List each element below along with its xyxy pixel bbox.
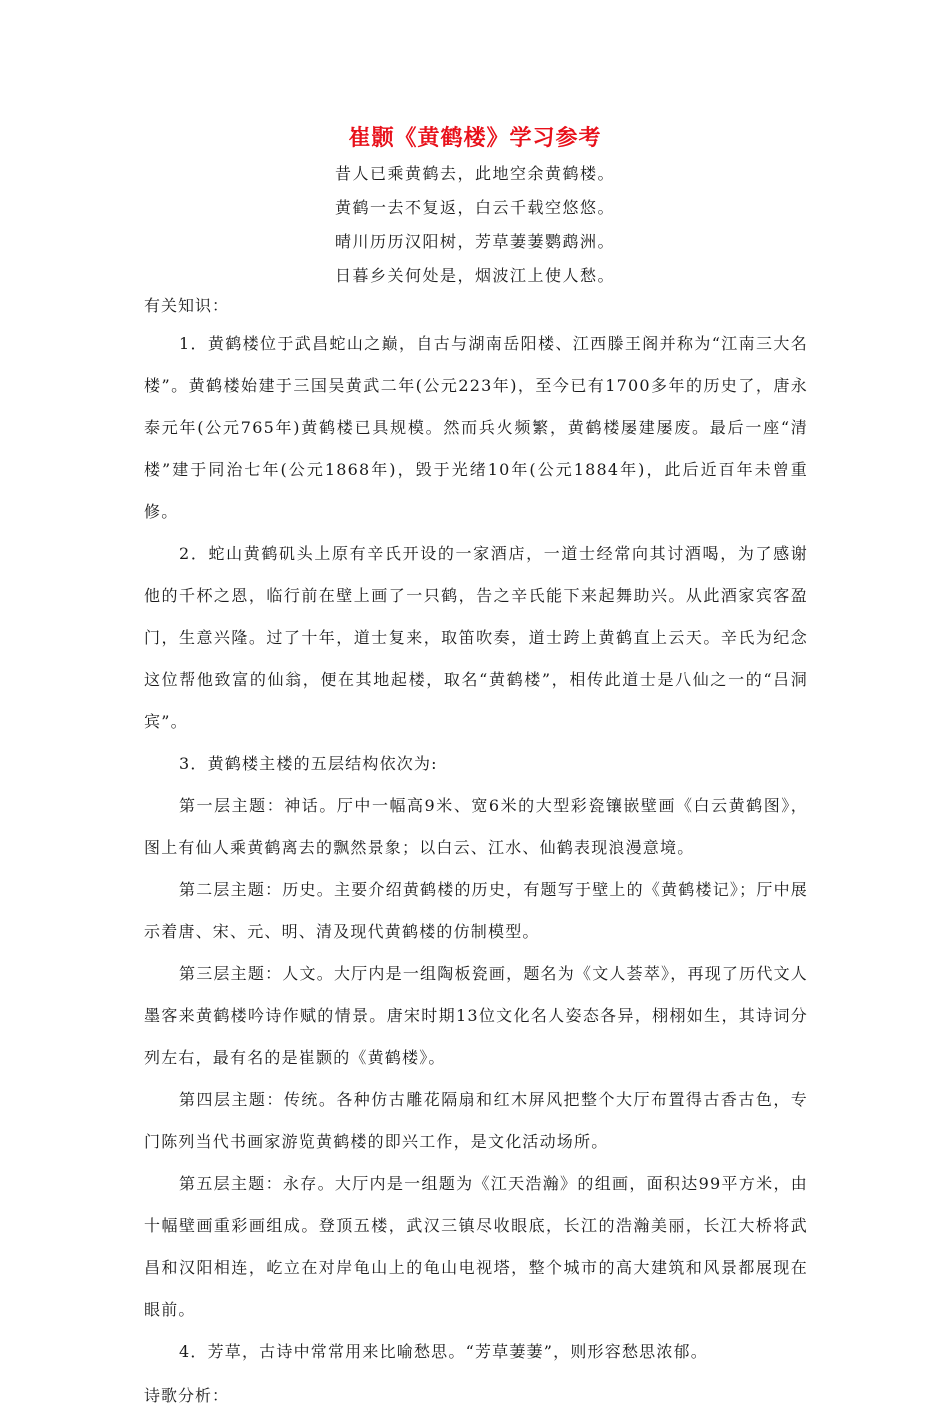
- knowledge-heading: 有关知识：: [144, 296, 230, 315]
- analysis-heading: 诗歌分析：: [144, 1386, 230, 1405]
- poem-line: 昔人已乘黄鹤去，此地空余黄鹤楼。: [334, 164, 615, 183]
- poem: [0, 157, 950, 293]
- paragraph: 4．芳草，古诗中常常用来比喻愁思。“芳草萋萋”，则形容愁思浓郁。: [179, 1342, 708, 1361]
- poem-line: 日暮乡关何处是，烟波江上使人愁。: [334, 266, 615, 285]
- paragraph: 第一层主题：神话。厅中一幅高9米、宽6米的大型彩瓷镶嵌壁画《白云黄鹤图》，图上有仙人乘黄鹤离去的飘然景象；以白云、江水、仙鹤表现浪漫意境。: [144, 796, 808, 857]
- poem-line: 黄鹤一去不复返，白云千载空悠悠。: [334, 198, 615, 217]
- page-title: 崔颢《黄鹤楼》学习参考: [348, 126, 602, 151]
- paragraph: 1．黄鹤楼位于武昌蛇山之巅，自古与湖南岳阳楼、江西滕王阁并称为“江南三大名楼”。黄鹤楼始建于三国吴黄武二年(公元223年)，至今已有1700多年的历史了，唐永泰元年(公元765年)黄鹤楼已具规模。然而兵火频繁，黄鹤楼屡建屡废。最后一座“清楼”建于同治七年(公元1868年)，毁于光绪10年(公元1884年)，此后近百年未曾重修。: [144, 334, 808, 521]
- paragraph: 第三层主题：人文。大厅内是一组陶板瓷画，题名为《文人荟萃》，再现了历代文人墨客来黄鹤楼吟诗作赋的情景。唐宋时期13位文化名人姿态各异，栩栩如生，其诗词分列左右，最有名的是崔颢的《黄鹤楼》。: [144, 964, 808, 1067]
- paragraph: 2．蛇山黄鹤矶头上原有辛氏开设的一家酒店，一道士经常向其讨酒喝，为了感谢他的千杯之恩，临行前在壁上画了一只鹤，告之辛氏能下来起舞助兴。从此酒家宾客盈门，生意兴隆。过了十年，道士复来，取笛吹奏，道士跨上黄鹤直上云天。辛氏为纪念这位帮他致富的仙翁，便在其地起楼，取名“黄鹤楼”，相传此道士是八仙之一的“吕洞宾”。: [144, 544, 808, 731]
- document-body: [144, 289, 808, 1419]
- paragraph: 3．黄鹤楼主楼的五层结构依次为:: [179, 754, 438, 773]
- paragraph: 第二层主题：历史。主要介绍黄鹤楼的历史，有题写于壁上的《黄鹤楼记》；厅中展示着唐、宋、元、明、清及现代黄鹤楼的仿制模型。: [144, 880, 808, 941]
- paragraph: 第四层主题：传统。各种仿古雕花隔扇和红木屏风把整个大厅布置得古香古色，专门陈列当代书画家游览黄鹤楼的即兴工作，是文化活动场所。: [144, 1090, 808, 1151]
- paragraph: 第五层主题：永存。大厅内是一组题为《江天浩瀚》的组画，面积达99平方米，由十幅壁画重彩画组成。登顶五楼，武汉三镇尽收眼底，长江的浩瀚美丽，长江大桥将武昌和汉阳相连，屹立在对岸龟山上的龟山电视塔，整个城市的高大建筑和风景都展现在眼前。: [144, 1174, 808, 1319]
- poem-line: 晴川历历汉阳树，芳草萋萋鹦鹉洲。: [334, 232, 615, 251]
